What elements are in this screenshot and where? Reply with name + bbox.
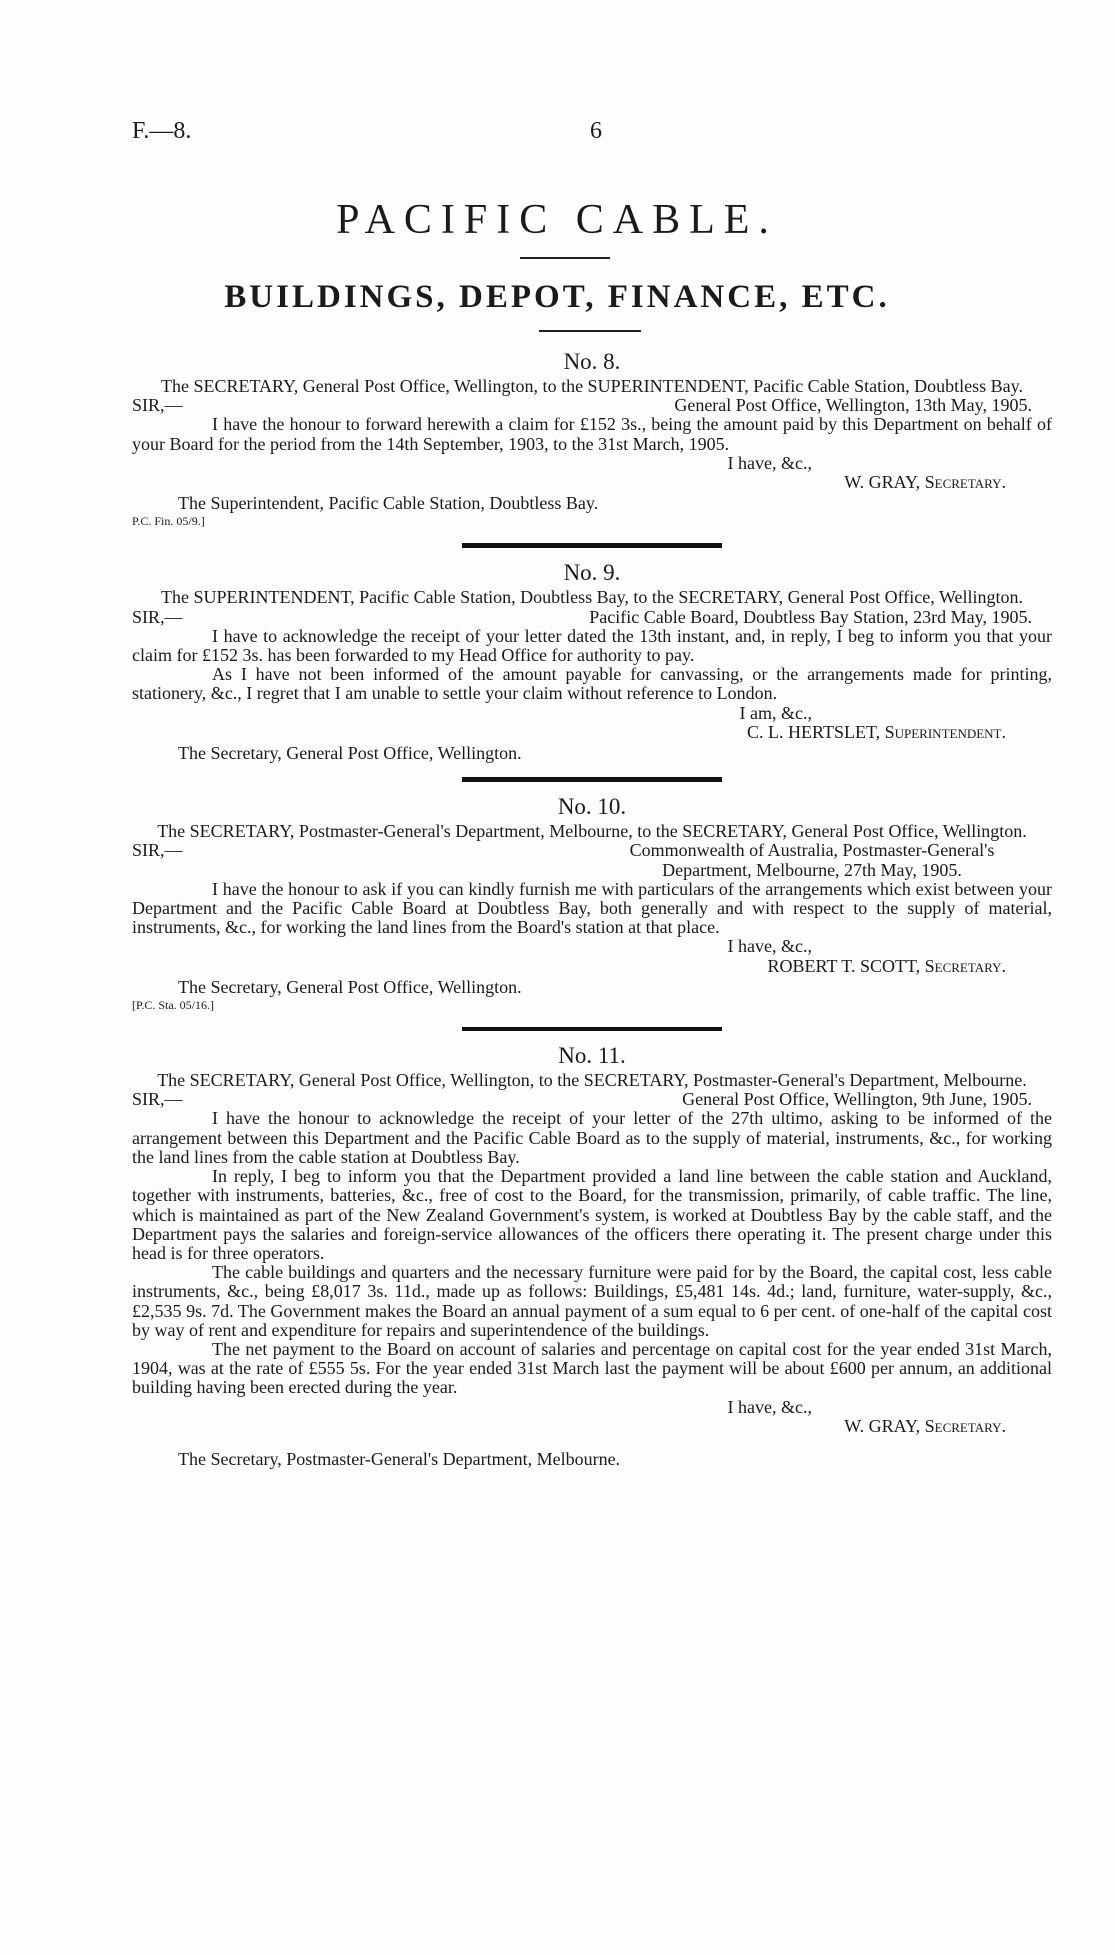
salutation-line xyxy=(132,608,1052,627)
closing: I have, &c., xyxy=(727,1396,812,1417)
file-reference: P.C. Fin. 05/9.] xyxy=(132,514,205,529)
letter-no-9 xyxy=(132,558,1052,763)
signer: W. GRAY, Secretary. xyxy=(844,1415,1006,1436)
letter-separator xyxy=(462,1027,722,1031)
signer: W. GRAY, Secretary. xyxy=(844,472,1006,493)
letter-paragraph: I have the honour to ask if you can kindly furnish me with particulars of the arrangements which exist between your Department and the Pacific Cable Board at Doubtless Bay, both generally and with respect to the supply of material, instruments, &c., for working the land lines from the Board's station at that place. xyxy=(132,878,1052,938)
letter-paragraph: As I have not been informed of the amount payable for canvassing, or the arrangements made for printing, stationery, &c., I regret that I am unable to settle your claim without reference to London. xyxy=(132,664,1052,704)
place-date: Pacific Cable Board, Doubtless Bay Station, 23rd May, 1905. xyxy=(589,606,1032,627)
letter-no-8 xyxy=(132,347,1052,529)
salutation: SIR,— xyxy=(132,1089,183,1110)
place-date: General Post Office, Wellington, 13th May, 1905. xyxy=(674,395,1032,416)
letter-paragraph: I have the honour to acknowledge the receipt of your letter of the 27th ultimo, asking to be informed of the arrangement between this Department and the Pacific Cable Board as to the supply of material, instruments, &c., for working the land lines from the cable station at Doubtless Bay. xyxy=(132,1108,1052,1167)
salutation-line xyxy=(132,1090,1052,1109)
letter-address: The SECRETARY, Postmaster-General's Department, Melbourne, to the SECRETARY, General Post Office, Wellington. xyxy=(157,821,1027,842)
letter-address: The SECRETARY, General Post Office, Wellington, to the SUPERINTENDENT, Pacific Cable Station, Doubtless Bay. xyxy=(160,376,1023,396)
salutation: SIR,— xyxy=(132,840,183,861)
page-number: 6 xyxy=(590,118,602,144)
title-rule xyxy=(520,257,610,259)
salutation-line xyxy=(132,841,1052,879)
letter-paragraph: The cable buildings and quarters and the necessary furniture were paid for by the Board, the capital cost, less cable instruments, &c., being £8,017 3s. 11d., made up as follows: Buildings, £5,481 14s. 4d.; land, furniture, water-supply, &c., £2,535 9s. 7d. The Government makes the Board an annual payment of a sum equal to 6 per cent. of one-half of the capital cost by way of rent and expenditure for repairs and superintendence of the buildings. xyxy=(132,1262,1052,1340)
recipient: The Secretary, Postmaster-General's Department, Melbourne. xyxy=(178,1448,621,1469)
letter-separator xyxy=(462,543,722,548)
place-date: Commonwealth of Australia, Postmaster-General's Department, Melbourne, 27th May, 1905. xyxy=(629,840,995,880)
salutation-line xyxy=(132,396,1052,415)
letters-container xyxy=(132,345,1052,1469)
letter-number: No. 10. xyxy=(557,794,627,820)
signer: C. L. HERTSLET, Superintendent. xyxy=(747,721,1006,742)
file-reference: [P.C. Sta. 05/16.] xyxy=(132,998,215,1013)
letter-separator xyxy=(462,777,722,782)
salutation: SIR,— xyxy=(132,395,183,416)
closing: I have, &c., xyxy=(727,936,812,957)
closing: I am, &c., xyxy=(739,702,812,723)
letter-number: No. 8. xyxy=(563,349,621,374)
subtitle-rule xyxy=(539,330,641,332)
letter-paragraph: I have to acknowledge the receipt of your letter dated the 13th instant, and, in reply, I beg to inform you that your claim for £152 3s. has been forwarded to my Head Office for authority to pay. xyxy=(132,625,1052,666)
letter-paragraph: The net payment to the Board on account of salaries and percentage on capital cost for the year ended 31st March, 1904, was at the rate of £555 5s. For the year ended 31st March last the payment will be about £600 per annum, an additional building having been erected during the year. xyxy=(132,1338,1052,1398)
letter-number: No. 9. xyxy=(563,560,621,586)
letter-paragraph: In reply, I beg to inform you that the Department provided a land line between the cable station and Auckland, together with instruments, batteries, &c., free of cost to the Board, for the transmission, primarily, of cable traffic. The line, which is maintained as part of the New Zealand Government's system, is worked at Doubtless Bay by the cable staff, and the Department pays the salaries and foreign-service allowances of the officers there operating it. The present charge under this head is for three operators. xyxy=(132,1166,1052,1263)
letter-address: The SECRETARY, General Post Office, Wellington, to the SECRETARY, Postmaster-General's Department, Melbourne. xyxy=(157,1070,1027,1091)
place-date: General Post Office, Wellington, 9th June, 1905. xyxy=(682,1089,1032,1110)
series-number: F.—8. xyxy=(132,118,192,144)
letter-no-10 xyxy=(132,792,1052,1013)
page-title: PACIFIC CABLE. xyxy=(336,197,778,243)
salutation: SIR,— xyxy=(132,606,183,627)
closing: I have, &c., xyxy=(727,452,812,473)
signer: ROBERT T. SCOTT, Secretary. xyxy=(767,955,1006,976)
recipient: The Secretary, General Post Office, Wellington. xyxy=(178,976,522,997)
letter-no-11 xyxy=(132,1041,1052,1469)
letter-address: The SUPERINTENDENT, Pacific Cable Station, Doubtless Bay, to the SECRETARY, General Post Office, Wellington. xyxy=(160,587,1023,608)
letter-paragraph: I have the honour to forward herewith a claim for £152 3s., being the amount paid by this Department on behalf of your Board for the period from the 14th September, 1903, to the 31st March, 1905. xyxy=(132,414,1052,454)
letter-number: No. 11. xyxy=(558,1043,626,1069)
recipient: The Secretary, General Post Office, Wellington. xyxy=(178,743,522,764)
recipient: The Superintendent, Pacific Cable Station, Doubtless Bay. xyxy=(178,493,599,514)
page-subtitle: BUILDINGS, DEPOT, FINANCE, ETC. xyxy=(224,279,890,315)
